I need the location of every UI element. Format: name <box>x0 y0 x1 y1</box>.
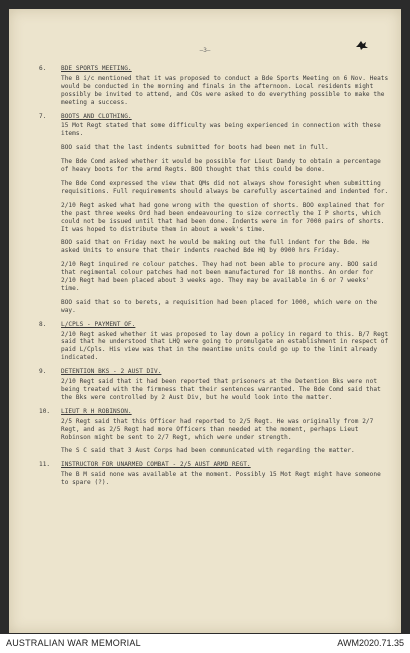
agenda-item <box>39 368 389 402</box>
item-paragraph: 2/10 Regt inquired re colour patches. They had not been able to procure any. BOO said that regimental colour patches had not been manufactured for 18 months. An order for 2/10 Regt had been placed about 3 weeks ago. They may be available in 6 or 7 weeks' time. <box>61 261 378 292</box>
item-number: 8. <box>39 320 47 328</box>
agenda-item <box>39 113 389 315</box>
item-number: 10. <box>39 407 51 415</box>
minutes-body <box>39 65 389 493</box>
item-heading: BDE SPORTS MEETING. <box>61 65 132 72</box>
item-paragraph: BOO said that on Friday next he would be making out the full indent for the Bde. He asked Units to ensure that their indents reached Bde HQ by 0900 hrs Friday. <box>61 239 370 255</box>
item-paragraph: The B i/c mentioned that it was proposed to conduct a Bde Sports Meeting on 6 Nov. Heats would be conducted in the morning and finals in the afternoon. Local residents might possibly be invited to attend, and COs were asked to do everything possible to make the meeting a success. <box>61 74 389 106</box>
item-paragraph: The S C said that 3 Aust Corps had been communicated with regarding the matter. <box>61 447 355 455</box>
item-heading: LIEUT R H ROBINSON. <box>61 407 132 415</box>
item-paragraph: The Bde Comd expressed the view that QMs did not always show foresight when submitting requisitions. Full requirements should always be carefully ascertained and indented for. <box>61 179 389 195</box>
item-paragraph: 2/10 Regt asked what had gone wrong with the question of shorts. BOO explained that for the past three weeks Ord had been endeavouring to size correctly the I P shorts, which could not be issued until that had been done. Indents were in for 7000 pairs of shorts. It was hoped to distribute them in about a week's time. <box>61 201 385 233</box>
document-page <box>9 9 401 633</box>
item-paragraph: 15 Mot Regt stated that some difficulty was being experienced in connection with these items. <box>61 122 381 138</box>
item-number: 7. <box>39 112 47 120</box>
item-heading: INSTRUCTOR FOR UNARMED COMBAT - 2/5 AUST ARMD REGT. <box>61 461 251 469</box>
agenda-item <box>39 65 389 107</box>
item-paragraph: The B M said none was available at the moment. Possibly 15 Mot Regt might have someone to spare (?). <box>61 471 381 487</box>
agenda-item <box>39 408 389 456</box>
agenda-item <box>39 321 389 363</box>
footer-bar <box>0 634 410 653</box>
ink-blot <box>355 39 369 51</box>
footer-source: AUSTRALIAN WAR MEMORIAL <box>6 638 141 648</box>
item-number: 11. <box>39 461 51 469</box>
item-paragraph: The Bde Comd asked whether it would be possible for Lieut Dandy to obtain a percentage of heavy boots for the armd Regts. BOO thought that this could be done. <box>61 158 381 174</box>
item-paragraph: 2/10 Regt asked whether it was proposed to lay down a policy in regard to this. B/7 Regt said that he understood that LHQ were going to promulgate an establishment in respect of paid L/Cpls. His view was that in the meantime units could go up to the limit already indicated. <box>61 330 389 362</box>
item-paragraph: BOO said that the last indents submitted for boots had been met in full. <box>61 144 329 152</box>
item-number: 9. <box>39 368 47 376</box>
page-number-mark: –3– <box>199 47 211 54</box>
item-heading: BOOTS AND CLOTHING. <box>61 112 132 120</box>
item-number: 6. <box>39 65 47 72</box>
footer-accession-number: AWM2020.71.35 <box>337 638 404 648</box>
item-heading: L/CPLS - PAYMENT OF. <box>61 320 136 328</box>
agenda-item <box>39 461 389 487</box>
item-heading: DETENTION BKS - 2 AUST DIV. <box>61 368 162 376</box>
item-paragraph: 2/10 Regt said that it had been reported that prisoners at the Detention Bks were not being treated with the firmness that their sentences warranted. The Bde Comd said that the Bks were controlled by 2 Aust Div, but he would look into the matter. <box>61 378 381 401</box>
item-paragraph: BOO said that so to berets, a requisition had been placed for 1000, which were on the way. <box>61 298 378 314</box>
item-paragraph: 2/5 Regt said that this Officer had reported to 2/5 Regt. He was originally from 2/7 Regt, and as 2/5 Regt had more Officers than needed at the moment, perhaps Lieut Robinson might be sent to 2/7 Regt, which were under strength. <box>61 417 374 441</box>
